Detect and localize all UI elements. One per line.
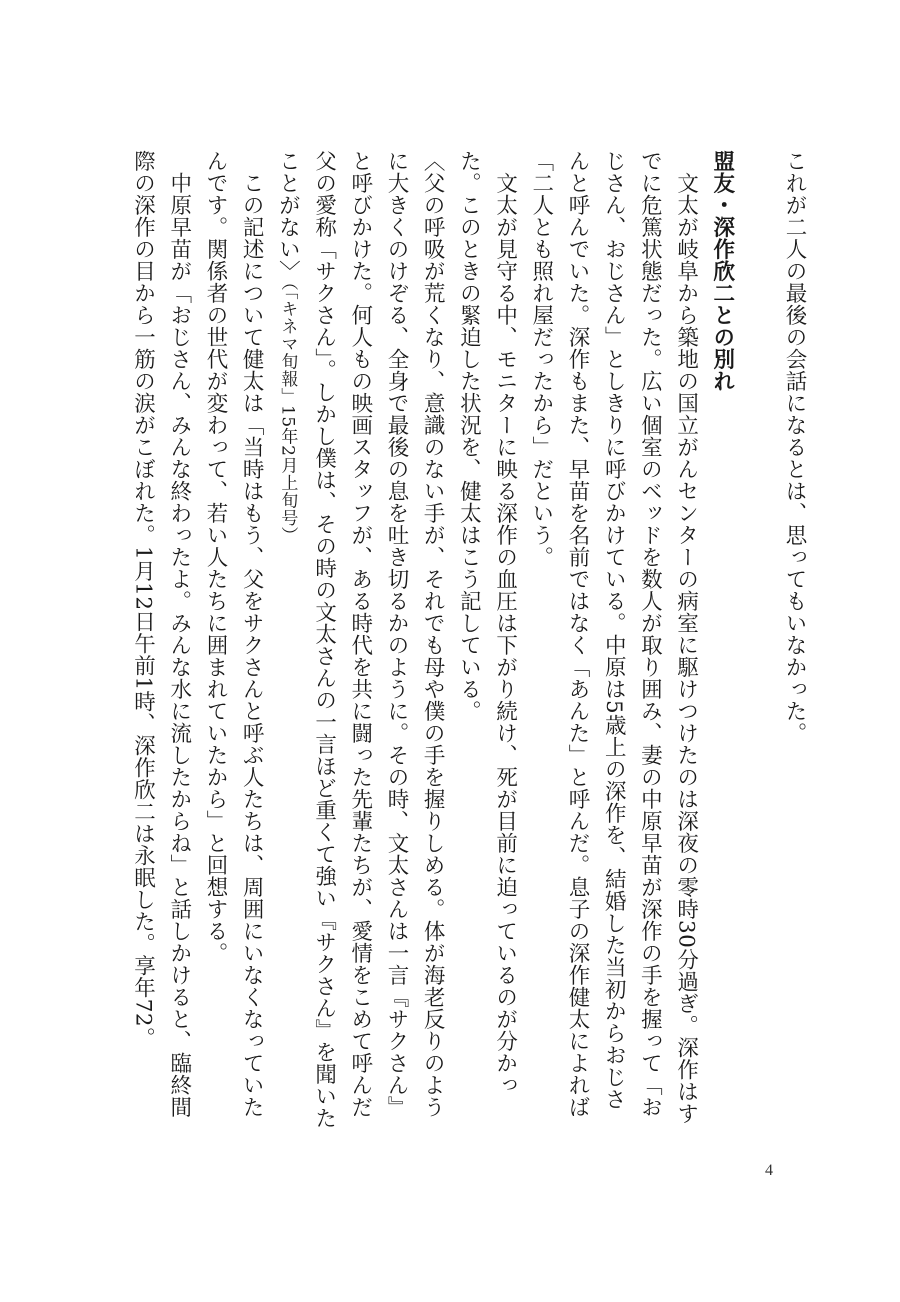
quote-block	[269, 150, 450, 1130]
page-number: 4	[765, 1162, 773, 1179]
paragraph-3: この記述について健太は「当時はもう、父をサクさんと呼ぶ人たちは、周囲にいなくなっていたんです。関係者の世代が変わって、若い人たちに囲まれていたから」と回想する。	[202, 150, 265, 1118]
paragraph-4: 中原早苗が「おじさん、みんな終わったよ。みんな水に流したからね」と話しかけると、臨終間際の深作の目から一筋の涙がこぼれた。1月12日午前1時、深作欣二は永眠した。享年72。	[130, 150, 192, 1118]
paragraph-2: 文太が見守る中、モニターに映る深作の血圧は下がり続け、死が目前に迫っているのが分かった。このときの緊迫した状況を、健太はこう記している。	[456, 150, 518, 1096]
opening-line: これが二人の最後の会話になるとは、思ってもいなかった。	[782, 150, 807, 744]
section-heading: 盟友・深作欣二との別れ	[709, 150, 735, 392]
vertical-text-body	[88, 150, 812, 1130]
blank-line	[740, 150, 776, 1130]
quote-source: （「キネマ旬報」15年2月上旬号）	[277, 282, 298, 544]
quote-text: 〈父の呼吸が荒くなり、意識のない手が、それでも母や僕の手を握りしめる。体が海老反りのように大きくのけぞる、全身で最後の息を吐き切るかのように。その時、文太さんは一言『サクさん』と呼びかけた。何人もの映画スタッフが、ある時代を共に闘った先輩たちが、愛情をこめて呼んだ父の愛称「サクさん」。しかし僕は、その時の文太さんの一言ほど重くて強い『サクさん』を聞いたことがない〉	[275, 150, 446, 1130]
paragraph-1: 文太が岐阜から築地の国立がんセンターの病室に駆けつけたのは深夜の零時30分過ぎ。深作はすでに危篤状態だった。広い個室のベッドを数人が取り囲み、妻の中原早苗が深作の手を握って「おじさん、おじさん」としきりに呼びかけている。中原は5歳上の深作を、結婚した当初からおじさんと呼んでいた。深作もまた、早苗を名前ではなく「あんた」と呼んだ。息子の深作健太によれば「二人とも照れ屋だったから」だという。	[528, 150, 699, 1124]
